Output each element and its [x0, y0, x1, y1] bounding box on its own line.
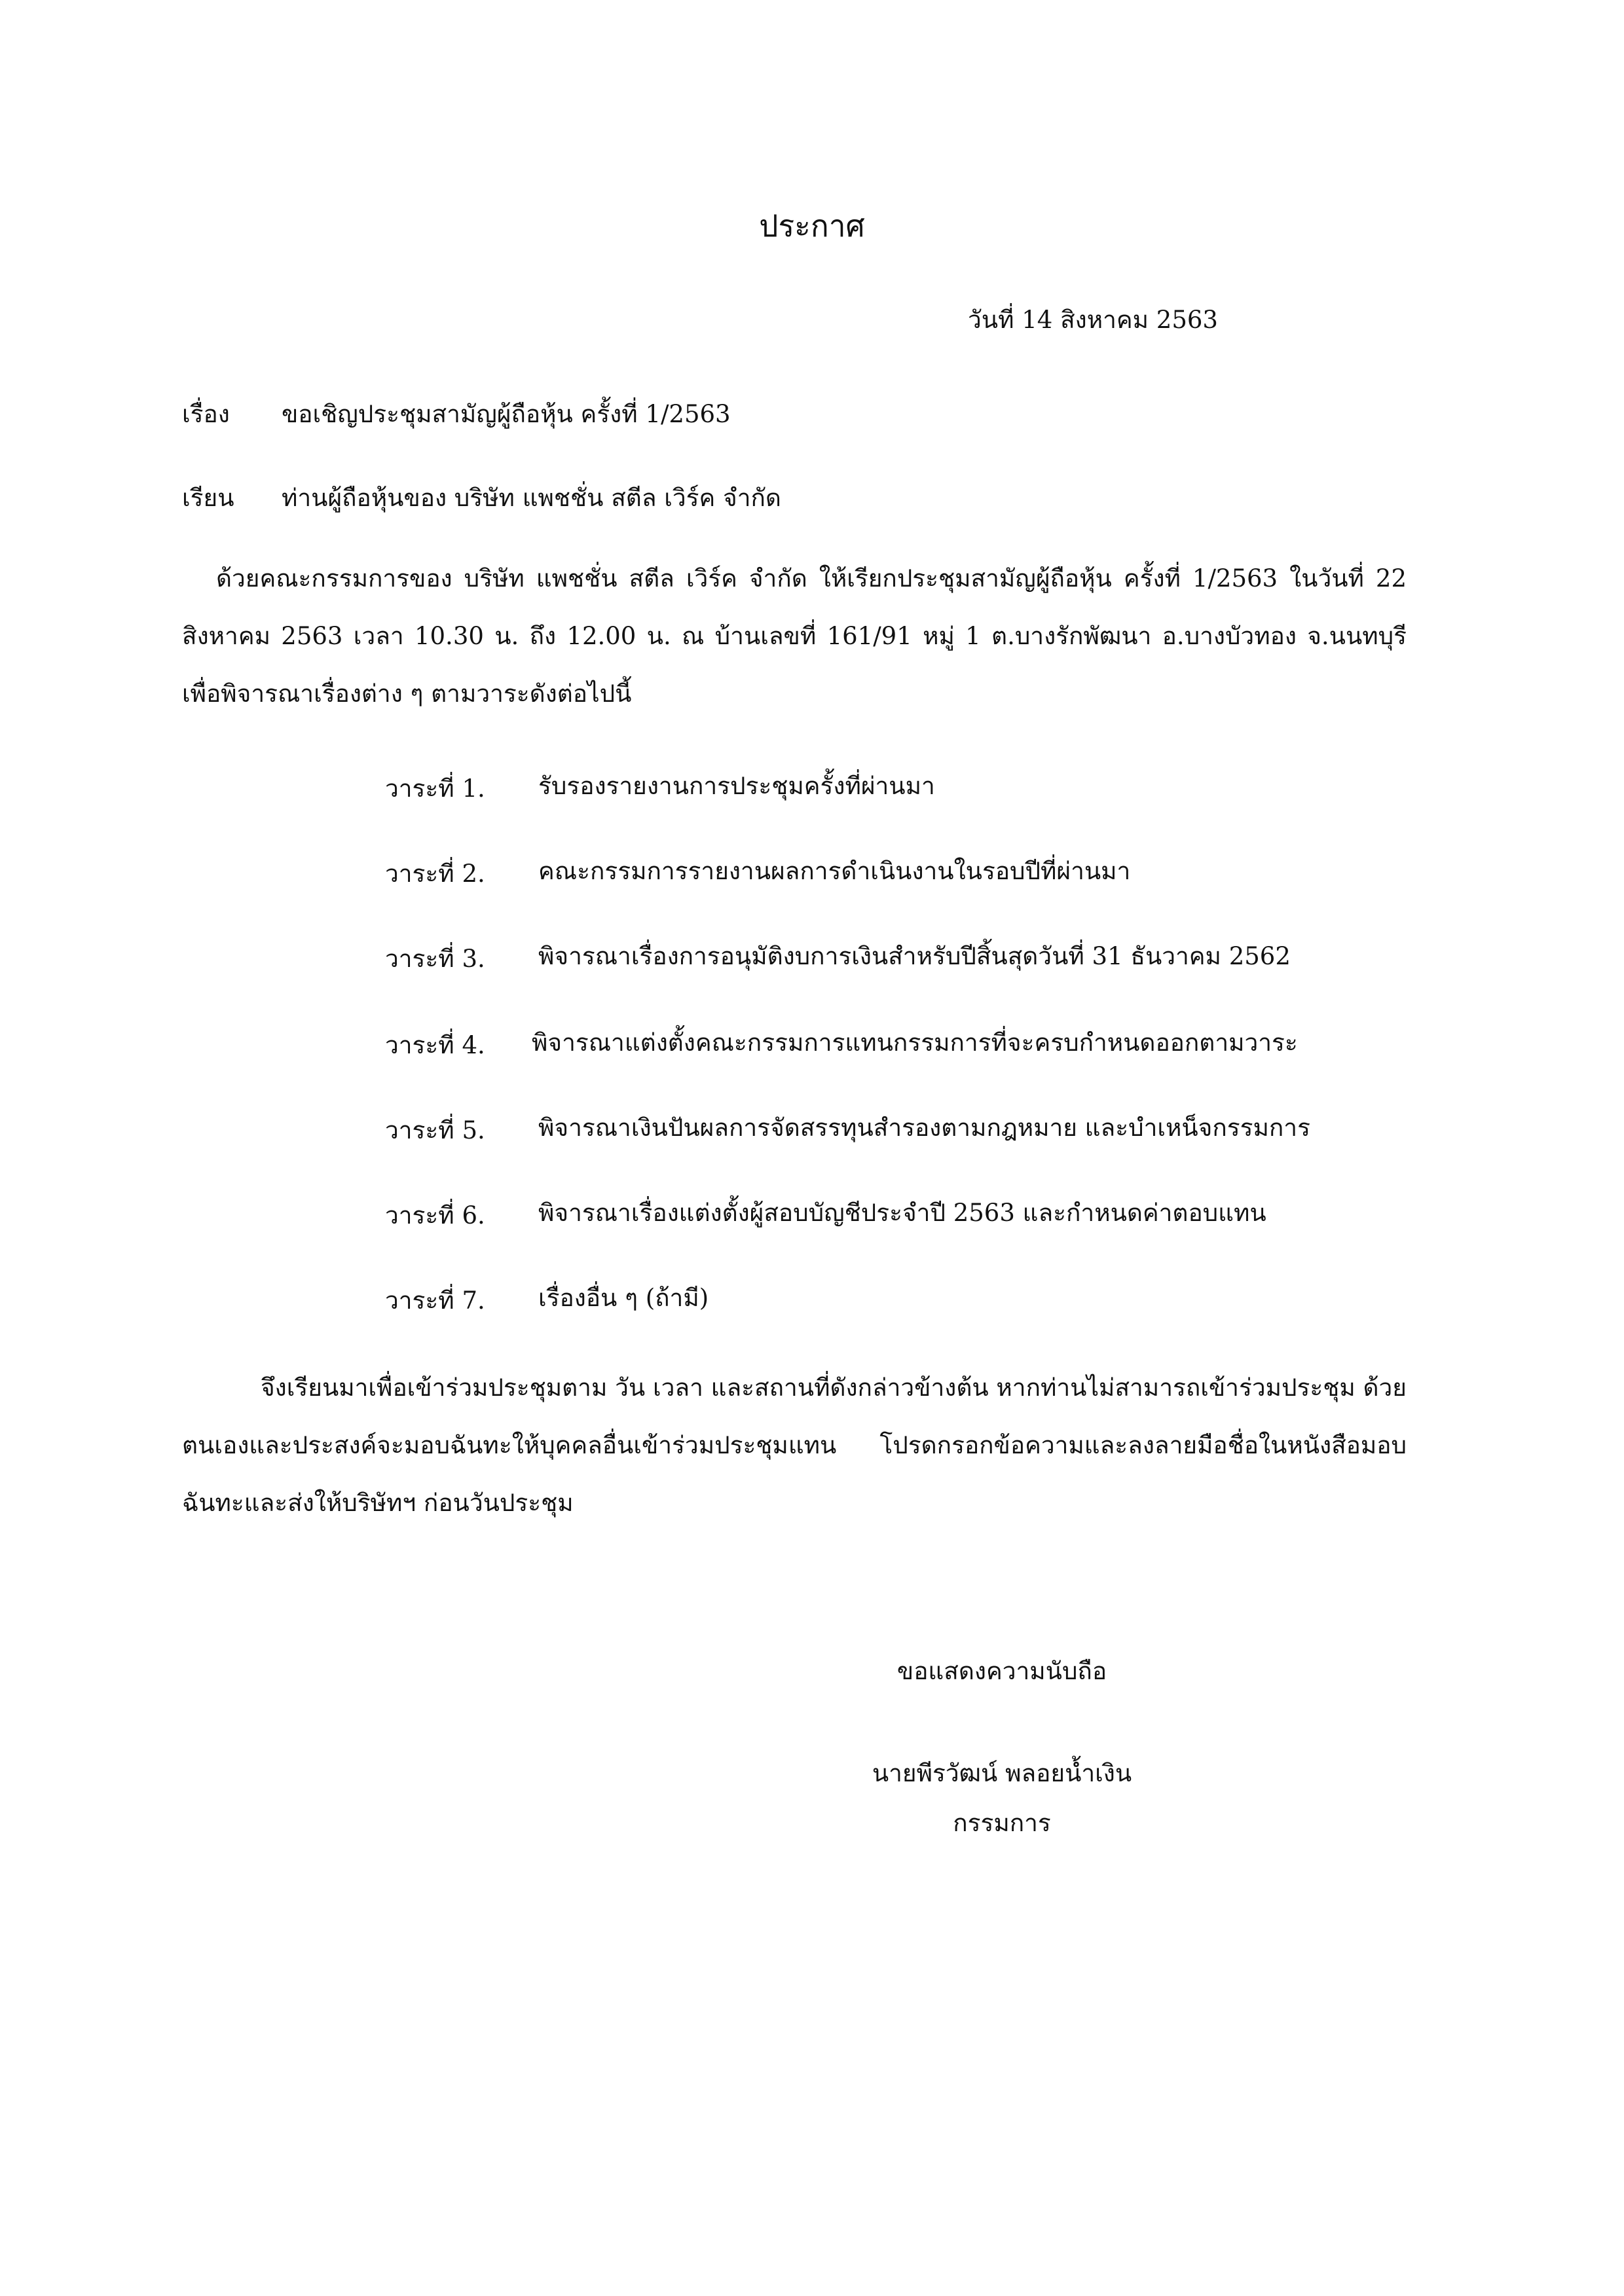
- agenda-item-4-text: พิจารณาแต่งตั้งคณะกรรมการแทนกรรมการที่จะครบกำหนดออกตามวาระ: [532, 1029, 1298, 1057]
- closing-paragraph-text: จึงเรียนมาเพื่อเข้าร่วมประชุมตาม วัน เวลา และสถานที่ดังกล่าวข้างต้น หากท่านไม่สามารถเข้าร่วมประชุม ด้วยตนเองและประสงค์จะมอบฉันทะให้บุคคลอื่นเข้าร่วมประชุมแทน โปรดกรอกข้อความและลงลายมือชื่อในหนังสือมอบฉันทะและส่งให้บริษัทฯ ก่อนวันประชุม: [182, 1374, 1407, 1517]
- agenda-item-7-text: เรื่องอื่น ๆ (ถ้ามี): [538, 1284, 709, 1312]
- signatory-name: นายพีรวัฒน์ พลอยน้ำเงิน: [872, 1759, 1132, 1787]
- agenda-item-2-number: วาระที่ 2.: [385, 860, 485, 888]
- sign-off: ขอแสดงความนับถือ: [896, 1657, 1107, 1685]
- subject-text: ขอเชิญประชุมสามัญผู้ถือหุ้น ครั้งที่ 1/2563: [282, 400, 731, 428]
- intro-paragraph-text: ด้วยคณะกรรมการของ บริษัท แพชชั่น สตีล เวิร์ค จำกัด ให้เรียกประชุมสามัญผู้ถือหุ้น ครั้งที่ 1/2563 ในวันที่ 22 สิงหาคม 2563 เวลา 10.30 น. ถึง 12.00 น. ณ บ้านเลขที่ 161/91 หมู่ 1 ต.บางรักพัฒนา อ.บางบัวทอง จ.นนทบุรี เพื่อพิจารณาเรื่องต่าง ๆ ตามวาระดังต่อไปนี้: [182, 564, 1407, 708]
- agenda-item-6-text: พิจารณาเรื่องแต่งตั้งผู้สอบบัญชีประจำปี 2563 และกำหนดค่าตอบแทน: [538, 1199, 1266, 1227]
- closing-paragraph: [182, 1359, 1407, 1532]
- agenda-item-6-number: วาระที่ 6.: [385, 1201, 485, 1230]
- agenda-item-1-number: วาระที่ 1.: [385, 774, 485, 803]
- agenda-item-5-text: พิจารณาเงินปันผลการจัดสรรทุนสำรองตามกฎหมาย และบำเหน็จกรรมการ: [538, 1114, 1310, 1142]
- agenda-item-5-number: วาระที่ 5.: [385, 1116, 485, 1144]
- document-title: ประกาศ: [759, 208, 865, 244]
- subject-label: เรื่อง: [182, 400, 230, 428]
- recipient-label: เรียน: [182, 484, 234, 512]
- document-date: วันที่ 14 สิงหาคม 2563: [968, 306, 1218, 334]
- recipient-text: ท่านผู้ถือหุ้นของ บริษัท แพชชั่น สตีล เวิร์ค จำกัด: [282, 484, 781, 512]
- intro-paragraph: [182, 550, 1407, 723]
- agenda-item-3-text: พิจารณาเรื่องการอนุมัติงบการเงินสำหรับปีสิ้นสุดวันที่ 31 ธันวาคม 2562: [538, 942, 1291, 970]
- agenda-item-7-number: วาระที่ 7.: [385, 1286, 485, 1315]
- agenda-item-3-number: วาระที่ 3.: [385, 945, 485, 973]
- signatory-title: กรรมการ: [953, 1809, 1051, 1837]
- agenda-item-1-text: รับรองรายงานการประชุมครั้งที่ผ่านมา: [538, 772, 935, 800]
- agenda-item-2-text: คณะกรรมการรายงานผลการดำเนินงานในรอบปีที่ผ่านมา: [538, 857, 1131, 885]
- agenda-item-4-number: วาระที่ 4.: [385, 1031, 485, 1059]
